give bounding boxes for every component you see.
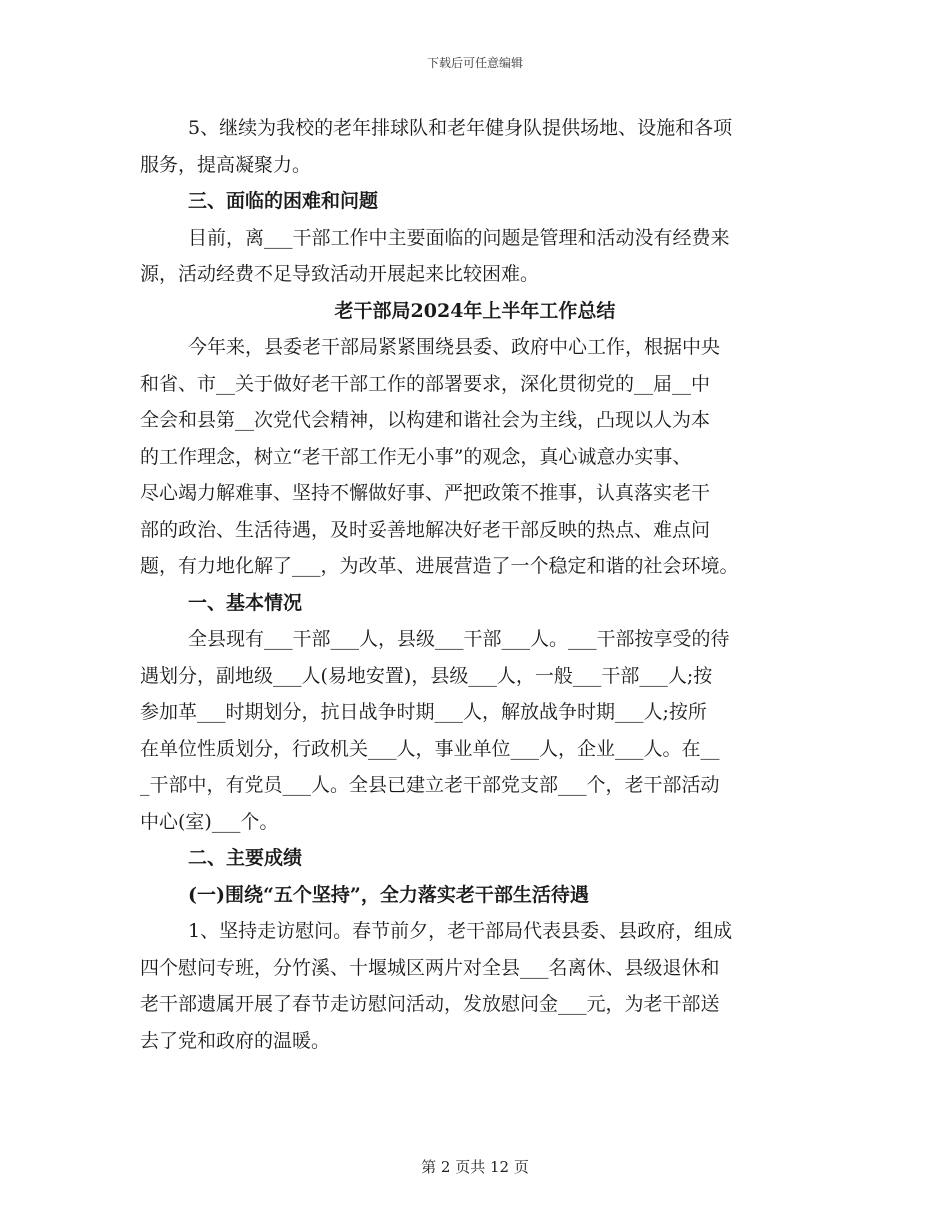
- paragraph-line: 遇划分，副地级___人(易地安置)，县级___人，一般___干部___人;按: [140, 664, 713, 687]
- paragraph-line: 老干部遗属开展了春节走访慰问活动，发放慰问金___元，为老干部送: [140, 993, 720, 1015]
- paragraph-line: 1、坚持走访慰问。春节前夕，老干部局代表县委、县政府，组成: [188, 920, 733, 942]
- paragraph-line: 尽心竭力解难事、坚持不懈做好事、严把政策不推事，认真落实老干: [140, 482, 711, 504]
- paragraph-line: 去了党和政府的温暖。: [140, 1029, 331, 1052]
- paragraph-line: 的工作理念，树立“老干部工作无小事”的观念，真心诚意办实事、: [140, 445, 692, 468]
- paragraph-line: _干部中，有党员___人。全县已建立老干部党支部___个，老干部活动: [140, 774, 720, 796]
- paragraph-line: 源，活动经费不足导致活动开展起来比较困难。: [140, 263, 540, 285]
- paragraph-line: 部的政治、生活待遇，及时妥善地解决好老干部反映的热点、难点问: [140, 518, 711, 541]
- section-heading: 一、基本情况: [188, 591, 303, 614]
- paragraph-line: 5、继续为我校的老年排球队和老年健身队提供场地、设施和各项: [188, 117, 733, 139]
- paragraph-line: 今年来，县委老干部局紧紧围绕县委、政府中心工作，根据中央: [188, 336, 721, 358]
- paragraph-line: 服务，提高凝聚力。: [140, 153, 312, 176]
- section-heading: 二、主要成绩: [188, 847, 303, 869]
- document-body: [140, 110, 810, 1059]
- paragraph-line: 四个慰问专班，分竹溪、十堰城区两片对全县___名离休、县级退休和: [140, 956, 720, 979]
- paragraph-line: 参加革___时期划分，抗日战争时期___人，解放战争时期___人;按所: [140, 701, 707, 723]
- paragraph-line: 全县现有___干部___人，县级___干部___人。___干部按享受的待: [188, 628, 730, 650]
- paragraph-line: 中心(室)___个。: [140, 810, 279, 833]
- page-footer: 第 2 页共 12 页: [421, 1158, 529, 1176]
- paragraph-line: 题，有力地化解了___，为改革、进展营造了一个稳定和谐的社会环境。: [140, 555, 739, 577]
- subsection-heading: (一)围绕“五个坚持”，全力落实老干部生活待遇: [188, 883, 589, 906]
- paragraph-line: 和省、市__关于做好老干部工作的部署要求，深化贯彻党的__届__中: [140, 372, 711, 395]
- section-heading: 三、面临的困难和问题: [188, 190, 379, 212]
- paragraph-line: 全会和县第__次党代会精神，以构建和谐社会为主线，凸现以人为本: [140, 409, 711, 431]
- paragraph-line: 在单位性质划分，行政机关___人，事业单位___人，企业___人。在__: [140, 737, 720, 760]
- document-title: 老干部局2024年上半年工作总结: [334, 299, 616, 322]
- page-header: 下载后可任意编辑: [426, 56, 523, 70]
- paragraph-line: 目前，离___干部工作中主要面临的问题是管理和活动没有经费来: [188, 226, 730, 249]
